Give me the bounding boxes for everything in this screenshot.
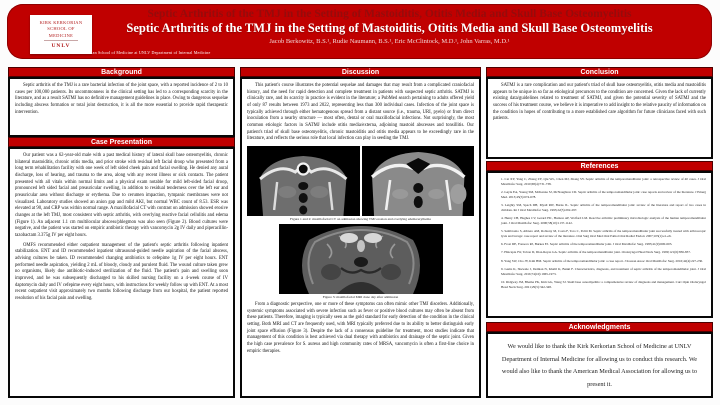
logo-line-1: KIRK KERKORIAN xyxy=(39,20,83,26)
logo-unlv: UNLV xyxy=(51,42,71,49)
reference-item: 6. Frost DE, Fonseca RJ, Burkes EJ. Septic arthritis of the temporomandibular joint. J Oral Maxillofac Surg. 1983;41(9):600-603. xyxy=(501,242,673,247)
poster-authors: Jacob Berkowitz, B.S.¹, Rudie Naumann, B.S.¹, Eric McClintock, M.D.¹, John Varras, M.D.¹ xyxy=(269,38,510,45)
background-paragraph: Septic arthritis of the TMJ is a rare bacterial infection of the joint space, with a reported incidence of 2 to 10 cases per 100,000 patients. Its uncommonness in the clinical setting has led to a corresponding scarcity in the literature, and as a result SATMJ has no definitive management guidelines in place. Owing to dangerous sequelae including abscess formation or total joint destruction, it is all the more essential to provide rapid therapeutic intervention. xyxy=(15,83,228,115)
references-section-body xyxy=(486,171,713,318)
figure-1-2-row xyxy=(247,146,474,216)
section-header-conclusion: Conclusion xyxy=(486,67,713,77)
acknowledgments-section-body: We would like to thank the Kirk Kerkorian School of Medicine at UNLV Department of Internal Medicine for allowing us to conduct this research. We would also like to thank the American Medical Association for allowing us to present it. xyxy=(486,332,713,398)
school-logo xyxy=(30,15,92,54)
poster-title-shadow: Septic Arthritis of the TMJ in the Setting of Mastoiditis, Otitis Media and Skull Base Osteomyelitis xyxy=(147,8,632,20)
copyright-line: © Kirk Kerkorian School of Medicine at UNLV Department of Internal Medicine xyxy=(65,49,211,55)
conclusion-section-body xyxy=(486,77,713,159)
section-header-background: Background xyxy=(8,67,235,77)
reference-item: 3. Leighty SM, Spach DH, Myall RW, Burns JL. Septic arthritis of the temporomandibular joint: review of the literature and report of two cases in children. Int J Oral Maxillofac Surg. 1993;22(5):292-297. xyxy=(501,203,706,213)
logo-divider xyxy=(44,40,78,41)
reference-item: 8. Yang SW, Cho JY, Kim HM. Septic arthritis of the temporomandibular joint: a case report. J Korean Assoc Oral Maxillofac Surg. 2016;42(4):227-230. xyxy=(501,258,703,263)
section-header-acknowledgments: Acknowledgments xyxy=(486,322,713,332)
figure-2-ct-image xyxy=(362,146,475,216)
reference-item: 9. Gams K, Shewale J, Demian N, Khalil K, Banki F. Characteristics, diagnosis, and treatment of septic arthritis of the temporomandibular joint. J Oral Maxillofac Surg. 2016;74(10):1965-1973. xyxy=(501,266,706,276)
reference-item: 7. Hincapie JW, Tobon D, Diaz-Reyes GA. Septic arthritis of the temporomandibular joint. Otolaryngol Head Neck Surg. 1999;121(6):836-837. xyxy=(501,250,691,255)
conclusion-paragraph: SATMJ is a rare complication and our patient's triad of skull base osteomyelitis, otitis media and mastoiditis appears to be unique in so far as etiological precursors to the condition are concerned. Given the lack of currently existing data/guidelines related to treatment of SATMJ, and given the potential severity of SATMJ and the success of his treatment course, we believe it is imperative to add insight to the relative paucity of information on the condition in hopes of contributing to a more established care algorithm for future clinicians faced with such patients. xyxy=(493,83,706,122)
figure-3-mri-image xyxy=(279,224,443,294)
discussion-section-body xyxy=(240,77,481,398)
figure-3-wrap xyxy=(279,224,443,294)
figure-3-caption: Figure 3: maxillofacial MRI done day after admission xyxy=(322,295,399,300)
reference-item: 4. Henry CH, Hughes CV, Gerard HC, Hudson AP, Wolford LM. Reactive arthritis: preliminary microbiologic analysis of the human temporomandibular joint. J Oral Maxillofac Surg. 2000;58(10):1137-1142. xyxy=(501,216,706,226)
poster-title: Septic Arthritis of the TMJ in the Setting of Mastoiditis, Otitis Media and Skull Base Osteomyelitis xyxy=(126,21,653,35)
logo-line-2: SCHOOL OF xyxy=(47,26,75,32)
discussion-paragraph-1: This patient's course illustrates the potential sequelae and damages that may result from a complicated craniofacial history, and the need for rapid detection and complete treatment in patients with suspected septic arthritis. SATMJ is clinically rare, and its scarcity in practice is evident in the literature; a PubMed search pertaining to adults offered yield of only 87 results between 1973 and 2022, representing less than 300 individual cases. Infection of the joint space is typically achieved through either hematogenous spread from a distant source (i.e., trauma, URI, pyelo) or from direct inoculation from a nearby structure — most often, dental or oral maxillofacial infections. Not surprisingly, the most common etiologic factors in SATMJ include otitis media/externa, adjoining mastoid abscesses and tonsillitis. Our patient's triad of skull base osteomyelitis, chronic mastoiditis and otitis media appears to be exceedingly rare in the literature, and reflects the serious role that local infection can play in seeding the TMJ. xyxy=(247,83,474,142)
logo-line-3: MEDICINE xyxy=(48,32,74,38)
case-presentation-section-body xyxy=(8,147,235,398)
reference-item: 10. Ridgway JM, Bhama PK, Kim GG, Wang SJ. Skull base osteomyelitis: a comprehensive review of diagnosis and management. Curr Opin Otolaryngol Head Neck Surg. 2021;29(5):342-348. xyxy=(501,279,706,289)
section-header-discussion: Discussion xyxy=(240,67,481,77)
section-header-case-presentation: Case Presentation xyxy=(8,137,235,147)
reference-item: 5. Sembronio S, Albiero AM, Robiony M, Costa F, Toro C, Politi M. Septic arthritis of the temporomandibular joint successfully treated with arthroscopic lysis and lavage: case report and review of the literature. Oral Surg Oral Med Oral Pathol Oral Radiol Endod. 2007;103(1):e1-e6. xyxy=(501,229,706,239)
discussion-paragraph-2: From a diagnostic perspective, one or more of these symptoms can often mimic other TMJ disorders. Additionally, systemic symptoms associated with severe infection such as fever or positive blood cultures may often be absent from these patients. Therefore, imaging is typically seen as the gold standard for early detection of the condition in the clinical setting. Both MRI and CT are frequently used, with MRI typically preferred due to its ability to better distinguish early joint space effusion (Figure 3). Despite the lack of a consensus guideline for treatment, most studies indicate that management of this condition is best achieved via dual therapy with antibiotics and drainage of the septic joint. Given the high case prevalence for S. aureus and high community rates of MRSA, vancomycin is often a first-line choice in empiric therapies. xyxy=(247,301,474,354)
figure-1-2-caption: Figure 1 and 2: maxillofacial CT on admission showing TMJ erosion and overlying edema/erythema xyxy=(290,217,431,222)
figure-1-ct-image xyxy=(247,146,360,216)
reference-item: 1. Cai XY, Yang C, Zhang ZY, Qiu WL, Chen MJ, Zhang SY. Septic arthritis of the temporomandibular joint: a retrospective review of 40 cases. J Oral Maxillofac Surg. 2010;68(4):731-738. xyxy=(501,177,706,186)
background-section-body xyxy=(8,77,235,137)
poster-header-band xyxy=(7,4,712,59)
case-paragraph-2: OMFS recommended either outpatient management of the patient's septic arthritis following inpatient stabilization. ENT and ID recommended inpatient ultrasound-guided needle aspiration of the facial abscess, advising cultures be taken. ID recommended changing antibiotics to cefepime 1g IV per eight hours. ENT performed needle aspiration, yielding 2 mL of bloody, cloudy and purulent fluid. The wound culture taken grew no organisms, likely due antibiotic-induced sterilization of the fluid. The patient's pain and swelling soon improved, and he was subsequently discharged to his skilled nursing facility on a 4-week course of IV daptomycin daily and IV cefepime every eight hours, with instructions for weekly follow up with ENT. At a most recent outpatient visit approximately two months following discharge from our hospital, the patient reported resolution of his facial pain and swelling. xyxy=(15,242,228,302)
section-header-references: References xyxy=(486,161,713,171)
reference-item: 2. Gayle EA, Young SM, McKenna SJ, McNaughton CD. Septic arthritis of the temporomandibular joint: case reports and review of the literature. J Emerg Med. 2013;45(5):674-678. xyxy=(501,190,706,199)
reference-list xyxy=(493,177,706,290)
case-paragraph-1: Our patient was a 62-year-old male with a past medical history of lateral skull base osteomyelitis, chronic bilateral mastoiditis, chronic otitis media, and prior stroke with residual left facial droop who presented from a long term rehabilitation facility with one week of left sided cheek pain and facial swelling. He denied any aural discharge, loss of hearing, and trauma to the area, along with any recent illness or sick contacts. The patient presented with all vitals within normal limits and a physical exam notable for mild left-sided facial droop, pronounced left sided facial and preauricular swelling, in addition to residual tenderness over the left ear and preauricular area without discharge or erythema. Due to cerumen impaction, tympanic membranes were not visualized. Laboratory studies showed an anion gap and mild AKI, but normal WBC count of 8.53. ESR was elevated at 90, and CRP was within normal range. A maxillofacial CT with contrast on admission showed erosive changes at the left TMJ, most consistent with septic arthritis, with overlying reactive facial cellulitis and edema (Figure 1). An adjacent 1.1 cm multilocular abscess/phlegmon was also seen (Figure 2). Blood cultures were negative, and the patient was started on empiric antibiotic therapy with vancomycin 2g IV daily and piperacillin-tazobactam 3.375g IV per eight hours. xyxy=(15,153,228,239)
